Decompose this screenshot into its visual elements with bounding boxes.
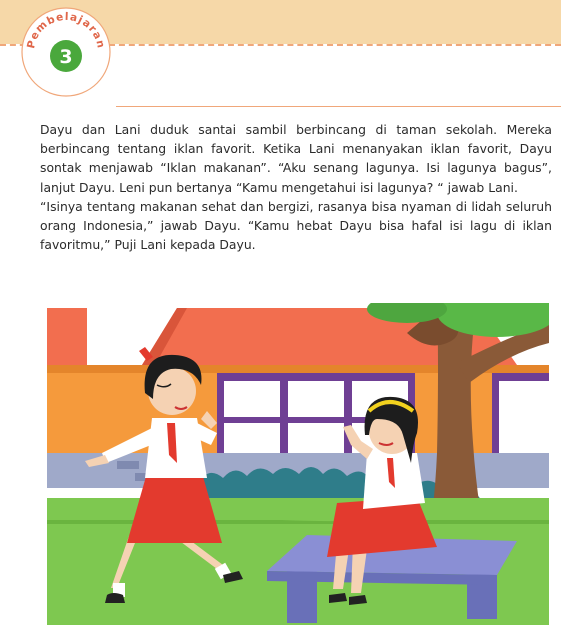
story-illustration [47, 303, 549, 625]
badge-number: 3 [59, 46, 73, 68]
story-text [40, 120, 552, 254]
section-rule [116, 106, 561, 107]
badge-label: Pembelajaran [25, 10, 107, 51]
story-paragraph-1: Dayu dan Lani duduk santai sambil berbincang di taman sekolah. Mereka berbincang tentang iklan favorit. Ketika Lani menanyakan iklan favorit, Dayu sontak menjawab “Iklan makanan”. “Aku senang lagunya. Isi lagunya bagus”, lanjut Dayu. Leni pun bertanya “Kamu mengetahui isi lagunya? “ jawab Lani. [40, 122, 552, 195]
pembelajaran-badge [20, 6, 112, 98]
story-paragraph-2: “Isinya tentang makanan sehat dan bergizi, rasanya bisa nyaman di lidah seluruh orang Indonesia,” jawab Dayu. “Kamu hebat Dayu bisa hafal isi lagu di iklan favoritmu,” Puji Lani kepada Dayu. [40, 198, 552, 253]
